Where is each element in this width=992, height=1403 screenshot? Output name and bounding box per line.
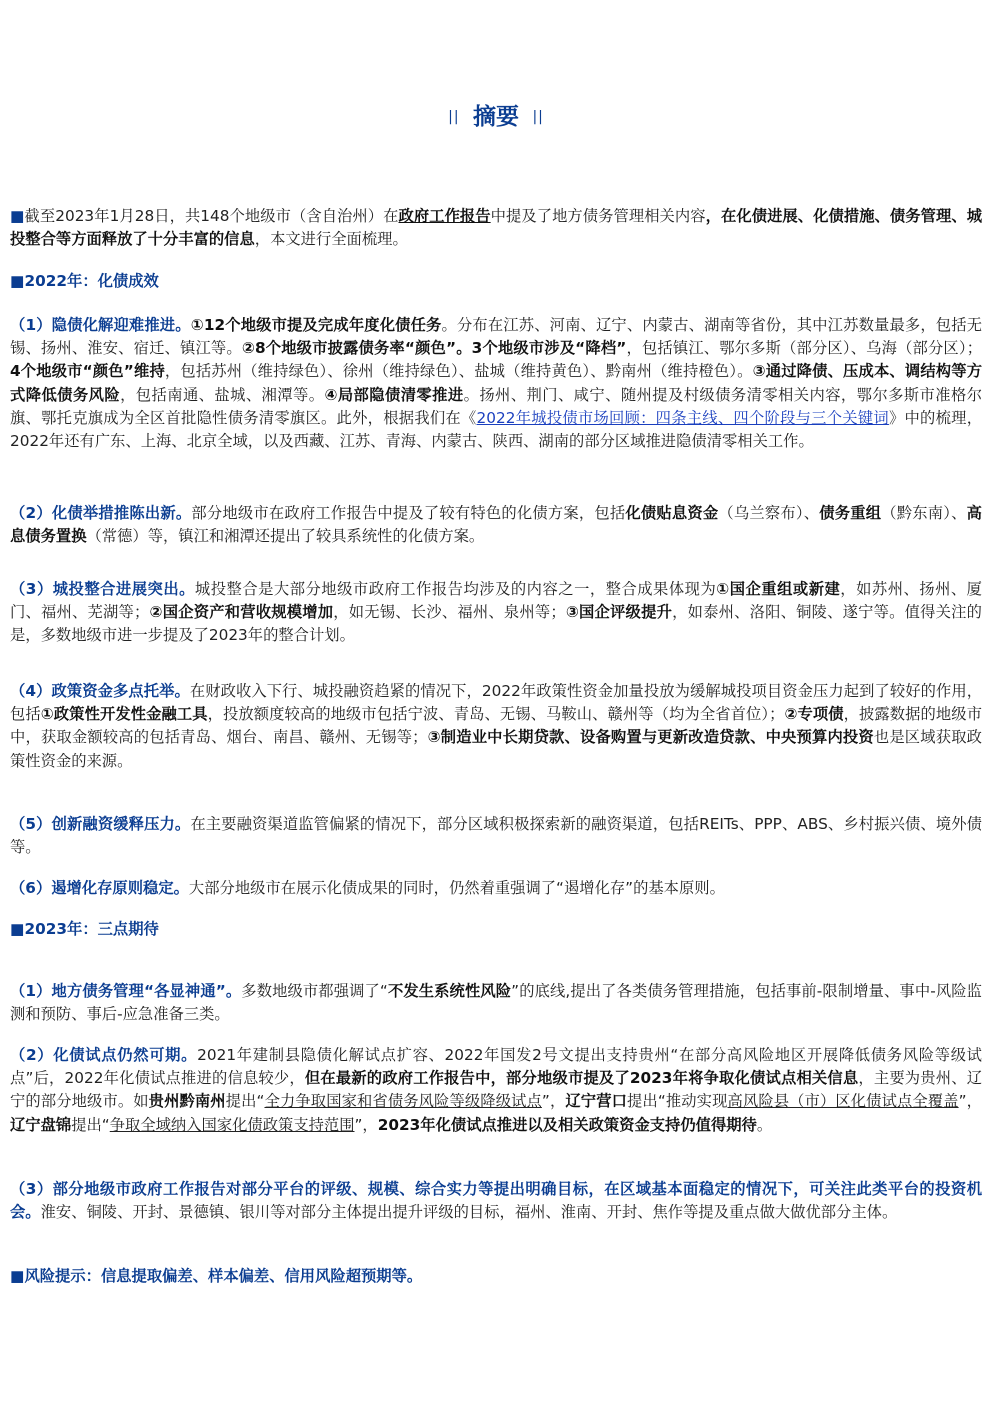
outlook-paragraph-3 [10,1178,982,1224]
q2-text-6: ”， [958,1092,982,1111]
p1-text-2: ，包括镇江、鄂尔多斯（部分区）、乌海（部分区）； [626,339,982,358]
p4-text-1: 在财政收入下行、城投融资趋紧的情况下，2022年政策性资金加量投放为缓解城投项目资金压力起到了较好的作用，包括 [10,682,982,724]
q1-heading: （1）地方债务管理“各显神通”。 [10,982,242,1000]
p4-heading: （4）政策资金多点托举。 [10,682,190,700]
intro-paragraph [10,205,982,251]
report-link[interactable]: 2022年城投债市场回顾：四条主线、四个阶段与三个关键词 [476,408,889,427]
p1-bold-3: 4个地级市“颜色”维持 [10,362,165,381]
intro-bold-2: ，在化债进展、化债措施、债务管理、城投整合等方面释放了十分丰富的信息 [10,207,982,249]
q2-bold-5: 2023年化债试点推进以及相关政策资金支持仍值得期待 [377,1115,757,1134]
p3-text-4: ，如泰州、洛阳、铜陵、遂宁等。值得关注的是，多数地级市进一步提及了2023年的整合计划。 [10,603,982,645]
q2-text-5: 提出“推动实现 [627,1092,728,1111]
p4-bold-3: ③制造业中长期贷款、设备购置与更新改造贷款、中央预算内投资 [427,728,874,747]
q3-text-1: 淮安、铜陵、开封、景德镇、银川等对部分主体提出提升评级的目标，福州、淮南、开封、焦作等提及重点做大做优部分主体。 [40,1203,898,1222]
p1-bold-4: ③通过降债、压成本、调结构等方式降低债务风险 [10,362,983,404]
p3-bold-3: ③国企评级提升 [565,603,673,622]
q2-text-8: ”， [354,1115,378,1134]
paragraph-5 [10,813,982,859]
p1-text-5: 。扬州、荆门、咸宁、随州提及村级债务清零相关内容，鄂尔多斯市准格尔旗、鄂托克旗成为全区首批隐性债务清零旗区。此外，根据我们在《 [10,385,982,427]
q3-heading: （3）部分地级市政府工作报告对部分平台的评级、规模、综合实力等提出明确目标，在区域基本面稳定的情况下，可关注此类平台的投资机会。 [10,1180,982,1222]
q1-bold-1: 不发生系统性风险 [387,982,512,1000]
q1-text-2: ”的底线,提出了各类债务管理措施，包括事前-限制增量、事中-风险监测和预防、事后-应急准备三类。 [10,982,982,1024]
p6-heading: （6）遏增化存原则稳定。 [10,879,189,897]
p4-text-3: ，披露数据的地级市中，获取金额较高的包括青岛、烟台、南昌、赣州、无锡等； [10,705,982,747]
p1-bold-5: ④局部隐债清零推进 [324,385,464,404]
intro-bold-1: 政府工作报告 [398,207,491,225]
p3-heading: （3）城投整合进展突出。 [10,580,195,598]
p2-text-4: （常德）等，镇江和湘潭还提出了较具系统性的化债方案。 [86,527,485,546]
p1-text-3: ，包括苏州（维持绿色）、徐州（维持绿色）、盐城（维持黄色）、黔南州（维持橙色）。 [164,362,753,381]
q2-bold-1: 但在最新的政府工作报告中，部分地级市提及了2023年将争取化债试点相关信息 [304,1069,859,1088]
paragraph-3 [10,578,982,648]
risk-warning-text: 风险提示：信息提取偏差、样本偏差、信用风险超预期等。 [24,1267,423,1285]
section-heading-2023 [10,918,982,941]
q2-text-9: 。 [756,1115,773,1134]
q1-text-1: 多数地级市都强调了“ [241,982,388,1000]
p1-bold-2: ②8个地级市披露债务率“颜色”。3个地级市涉及“降档” [241,339,627,358]
intro-text-3: ，本文进行全面梳理。 [254,230,408,249]
bullet-square-icon: ■ [10,920,25,938]
q2-heading: （2）化债试点仍然可期。 [10,1046,198,1064]
q2-underline-1: 全力争取国家和省债务风险等级降级试点 [264,1092,542,1111]
q2-text-4: ”， [541,1092,566,1111]
title-bar-right-icon: || [527,109,544,125]
intro-text-2: 中提及了地方债务管理相关内容 [490,207,706,225]
q2-bold-2: 贵州黔南州 [148,1092,226,1111]
p5-heading: （5）创新融资缓释压力。 [10,815,191,833]
p4-bold-1: ①政策性开发性金融工具 [40,705,208,724]
p4-text-2: ，投放额度较高的地级市包括宁波、青岛、无锡、马鞍山、赣州等（均为全省首位）； [207,705,785,724]
q2-text-3: 提出“ [225,1092,265,1111]
p6-text-1: 大部分地级市在展示化债成果的同时，仍然着重强调了“遏增化存”的基本原则。 [188,879,725,897]
section-heading-2022-text: 2022年：化债成效 [24,272,159,290]
p3-text-1: 城投整合是大部分地级市政府工作报告均涉及的内容之一，整合成果体现为 [194,580,717,598]
p1-text-4: ，包括南通、盐城、湘潭等。 [120,385,325,404]
p3-text-2: ，如苏州、扬州、厦门、福州、芜湖等； [10,580,982,622]
bullet-square-icon: ■ [10,207,25,225]
paragraph-6 [10,877,982,900]
p2-bold-1: 化债贴息资金 [625,504,719,522]
paragraph-1 [10,314,982,453]
q2-text-1: 2021年建制县隐债化解试点扩容、2022年国发2号文提出支持贵州“在部分高风险地区开展降低债务风险等级试点”后，2022年化债试点推进的信息较少， [10,1046,982,1088]
q2-bold-3: 辽宁营口 [565,1092,628,1111]
p2-text-3: （黔东南）、 [881,504,967,522]
title-bar-left-icon: || [448,109,465,125]
p2-text-2: （乌兰察布）、 [718,504,820,522]
intro-text-1: 截至2023年1月28日，共148个地级市（含自治州）在 [24,207,399,225]
p2-heading: （2）化债举措推陈出新。 [10,504,192,522]
p4-text-4: 也是区域获取政策性资金的来源。 [10,728,982,770]
p2-bold-3: 高息债务置换 [10,504,982,546]
section-heading-2022 [10,270,982,293]
p4-bold-2: ②专项债 [784,705,844,724]
p2-bold-2: 债务重组 [819,504,882,522]
outlook-paragraph-2 [10,1044,982,1137]
q2-underline-2: 高风险县（市）区化债试点全覆盖 [727,1092,959,1111]
q2-underline-3: 争取全域纳入国家化债政策支持范围 [109,1115,355,1134]
bullet-square-icon: ■ [10,272,25,290]
p3-bold-1: ①国企重组或新建 [716,580,841,598]
risk-warning [10,1265,982,1288]
q2-text-7: 提出“ [71,1115,110,1134]
q2-bold-4: 辽宁盘锦 [10,1115,72,1134]
q2-text-2: ，主要为贵州、辽宁的部分地级市。如 [10,1069,982,1111]
bullet-square-icon: ■ [10,1267,25,1285]
outlook-paragraph-1 [10,980,982,1026]
section-heading-2023-text: 2023年：三点期待 [24,920,159,938]
p2-text-1: 部分地级市在政府工作报告中提及了较有特色的化债方案，包括 [191,504,626,522]
paragraph-4 [10,680,982,773]
p5-text-1: 在主要融资渠道监管偏紧的情况下，部分区域积极探索新的融资渠道，包括REITs、PPP、ABS、乡村振兴债、境外债等。 [10,815,982,857]
p1-heading: （1）隐债化解迎难推进。 [10,316,191,334]
paragraph-2 [10,502,982,548]
p3-bold-2: ②国企资产和营收规模增加 [149,603,334,622]
p1-text-6: 》中的梳理，2022年还有广东、上海、北京全域，以及西藏、江苏、青海、内蒙古、陕西、湖南的部分区域推进隐债清零相关工作。 [10,408,982,451]
p1-bold-1: ①12个地级市提及完成年度化债任务 [190,316,442,334]
title-text: 摘要 [473,104,519,130]
p3-text-3: ，如无锡、长沙、福州、泉州等； [333,603,566,622]
p1-text-1: 。分布在江苏、河南、辽宁、内蒙古、湖南等省份，其中江苏数量最多，包括无锡、扬州、淮安、宿迁、镇江等。 [10,316,982,358]
abstract-title [0,101,992,133]
